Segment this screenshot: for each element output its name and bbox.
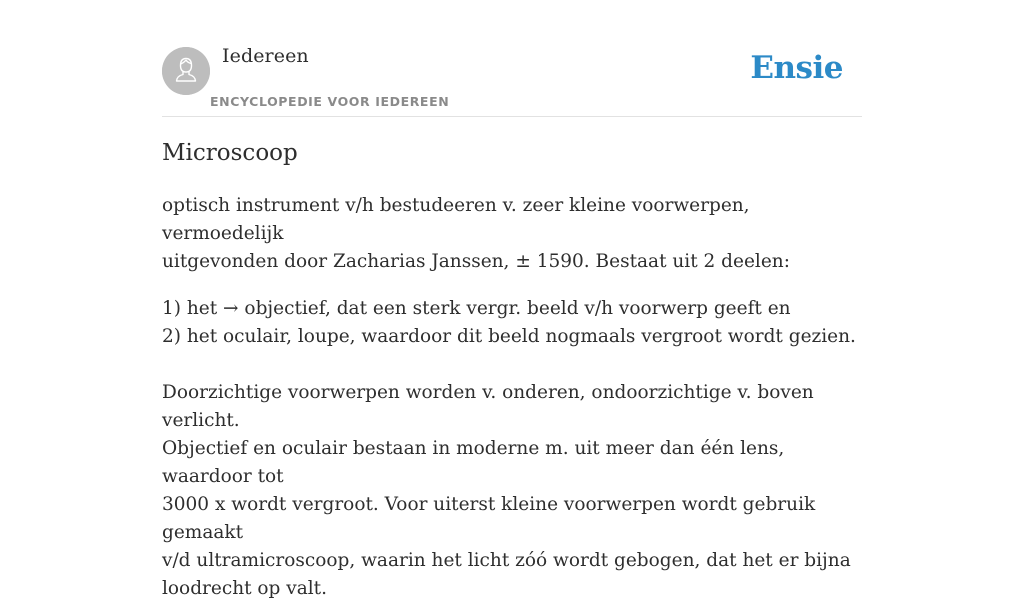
author-name[interactable]: Iedereen <box>222 45 309 67</box>
parts-list <box>162 295 862 351</box>
body-line: Doorzichtige voorwerpen worden v. onderen, ondoorzichtige v. boven verlicht. <box>162 382 814 431</box>
article-title: Microscoop <box>162 140 298 166</box>
list-item: 1) het → objectief, dat een sterk vergr. beeld v/h voorwerp geeft en <box>162 298 791 319</box>
avatar[interactable] <box>162 47 210 95</box>
body-line: loodrecht op valt. <box>162 578 327 599</box>
site-subtitle: ENCYCLOPEDIE VOOR IEDEREEN <box>210 94 450 109</box>
header <box>162 0 862 117</box>
body-paragraph <box>162 379 862 603</box>
body-line: Objectief en oculair bestaan in moderne m. uit meer dan één lens, waardoor tot <box>162 438 785 487</box>
list-item: 2) het oculair, loupe, waardoor dit beeld nogmaals vergroot wordt gezien. <box>162 326 856 347</box>
site-logo[interactable]: Ensie <box>750 50 843 86</box>
intro-paragraph <box>162 192 862 276</box>
user-icon <box>162 47 210 95</box>
body-line: v/d ultramicroscoop, waarin het licht zóó wordt gebogen, dat het er bijna <box>162 550 851 571</box>
page <box>162 0 862 599</box>
intro-line: uitgevonden door Zacharias Janssen, ± 1590. Bestaat uit 2 deelen: <box>162 251 790 272</box>
intro-line: optisch instrument v/h bestudeeren v. zeer kleine voorwerpen, vermoedelijk <box>162 195 750 244</box>
article-body <box>162 192 862 603</box>
body-line: 3000 x wordt vergroot. Voor uiterst kleine voorwerpen wordt gebruik gemaakt <box>162 494 816 543</box>
